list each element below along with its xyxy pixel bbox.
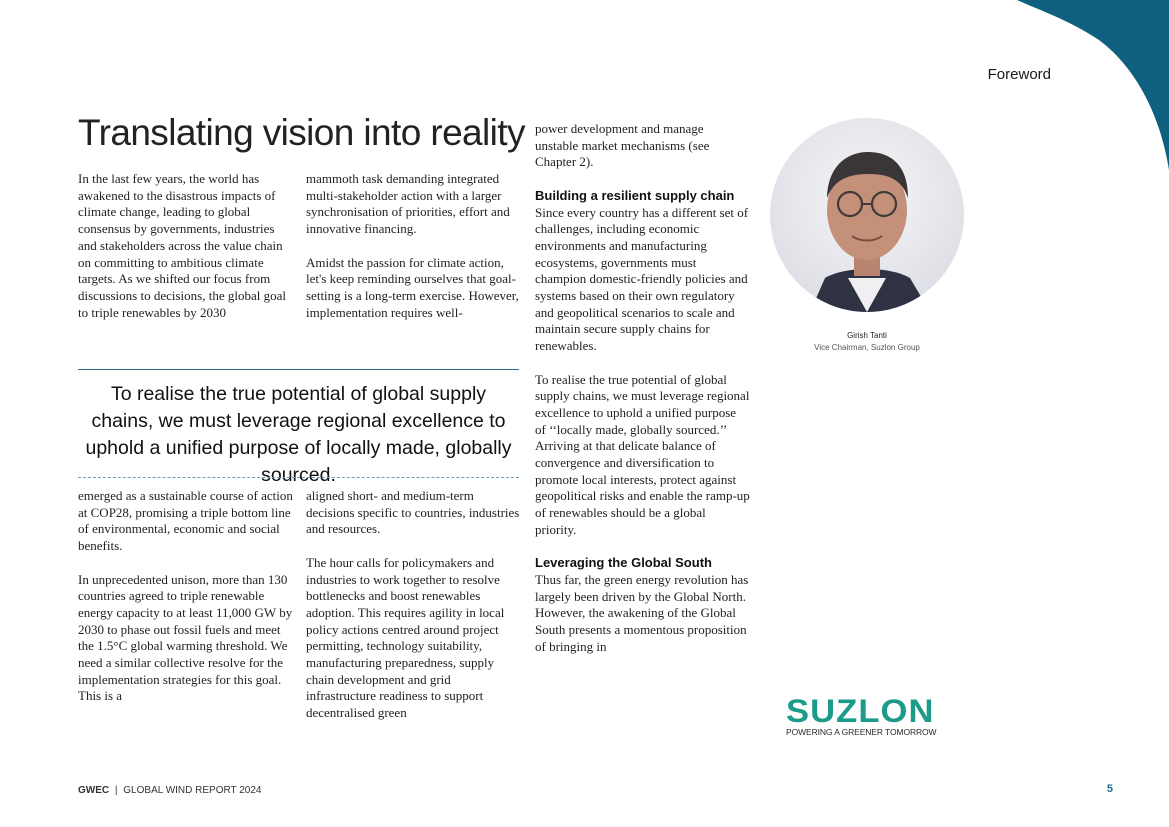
column-2-bottom [306,488,521,722]
body-paragraph: mammoth task demanding integrated multi-stakeholder action with a larger synchronisation of priorities, effort and innovative financing. [306,171,510,237]
page-title: Translating vision into reality [78,112,525,153]
suzlon-logo [786,693,942,737]
body-paragraph: power development and manage unstable market mechanisms (see Chapter 2). [535,121,710,170]
section-heading: Leveraging the Global South [535,555,712,571]
section-heading: Building a resilient supply chain [535,187,735,203]
pullquote: To realise the true potential of global supply chains, we must leverage regional excellence to uphold a unified purpose of locally made, globally sourced. [85,383,512,486]
body-paragraph: In the last few years, the world has awakened to the disastrous impacts of climate change, leading to global consensus by governments, industries and stakeholders across the value chain on committing to ambitious climate targets. As we shifted our focus from discussions to decisions, the global goal to triple renewables by 2030 [78,171,286,320]
page-number: 5 [1106,783,1113,795]
body-paragraph: Thus far, the green energy revolution has largely been driven by the Global North. However, the awakening of the Global South presents a momentous proposition of bringing in [535,571,749,654]
corner-decoration [989,0,1169,180]
portrait-role: Vice Chairman, Suzlon Group [814,343,920,352]
body-paragraph: aligned short- and medium-term decisions specific to countries, industries and resources. [306,488,520,537]
logo-tagline: POWERING A GREENER TOMORROW [786,727,937,737]
portrait-photo [770,118,964,312]
pullquote-bottom-rule [78,477,519,478]
footer [78,785,261,796]
body-paragraph: The hour calls for policymakers and industries to work together to resolve bottlenecks and boost renewables adoption. This requires agility in local policy actions centred around project permitting, technology suitability, manufacturing preparedness, supply chain development and grid infrastructure readiness to support decentralised green [306,554,505,721]
column-3 [535,121,750,655]
body-paragraph: Amidst the passion for climate action, let's keep reminding ourselves that goal-setting is a long-term exercise. However, implementation requires well- [306,254,519,320]
body-paragraph: In unprecedented unison, more than 130 countries agreed to triple renewable energy capacity to at least 11,000 GW by 2030 to phase out fossil fuels and meet the 1.5°C global warming threshold. We need a similar collective resolve for the implementation strategies for this goal. This is a [78,571,293,704]
footer-org: GWEC [78,785,110,796]
column-1-bottom [78,488,293,705]
column-1-top [78,171,293,321]
footer-report: GLOBAL WIND REPORT 2024 [123,785,262,796]
portrait-name: Girish Tanti [847,331,887,340]
body-paragraph: Since every country has a different set of challenges, including economic environments and manufacturing ecosystems, governments must champion domestic-friendly policies and systems based on their own regulatory and geopolitical scenarios to scale and maintain secure supply chains for renewables. [535,204,749,354]
section-label: Foreword [987,66,1051,83]
logo-wordmark: SUZLON [786,693,935,729]
column-2-top [306,171,521,321]
body-paragraph: To realise the true potential of global supply chains, we must leverage regional excellence to uphold a unified purpose of ‘‘locally made, globally sourced.’’ Arriving at that delicate balance of convergence and diversification to promote local interests, protect against geopolitical risks and enable the ramp-up of renewables should be a global priority. [535,371,750,537]
footer-separator: | [114,785,118,796]
body-paragraph: emerged as a sustainable course of action at COP28, promising a triple bottom line of environmental, economic and social benefits. [78,488,293,554]
pullquote-top-rule [78,369,519,370]
